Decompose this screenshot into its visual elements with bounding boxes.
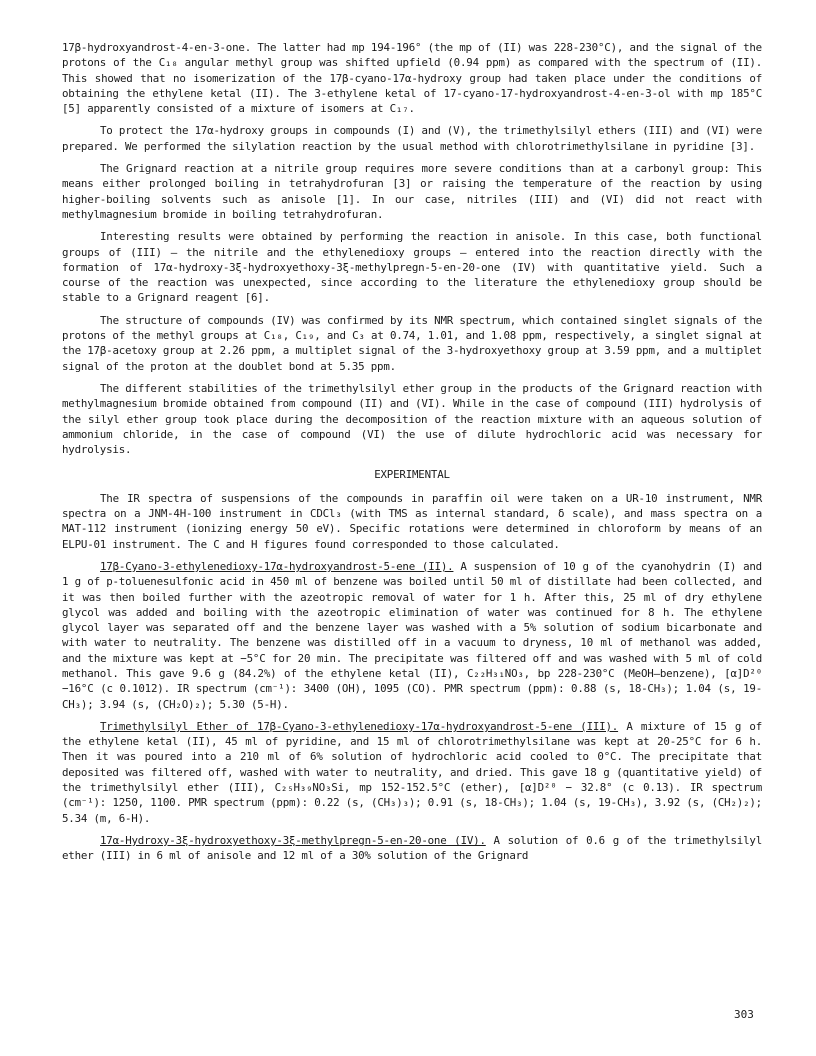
- paragraph: The structure of compounds (IV) was confirmed by its NMR spectrum, which contained singlet signals of the protons of the methyl groups at C₁₈, C₁₉, and C₃ at 0.74, 1.01, and 1.08 ppm, respectively, a singlet signal at the 17β-acetoxy group at 2.26 ppm, a multiplet signal of the 3-hydroxyethoxy group at 3.59 ppm, and a multiplet signal of the proton at the doublet bond at 5.35 ppm.: [62, 313, 762, 373]
- procedure-title: 17α-Hydroxy-3ξ-hydroxyethoxy-3ξ-methylpregn-5-en-20-one (IV).: [100, 833, 486, 847]
- section-heading: EXPERIMENTAL: [374, 468, 450, 482]
- paragraph: The Grignard reaction at a nitrile group requires more severe conditions than at a carbonyl group: This means either prolonged boiling in tetrahydrofuran [3] or raising the temperature of the reaction by using higher-boiling solvents such as anisole [1]. In our case, nitriles (III) and (VI) did not react with methylmagnesium bromide in boiling tetrahydrofuran.: [62, 162, 762, 221]
- procedure-paragraph: [62, 833, 762, 864]
- procedure-paragraph: [62, 559, 762, 712]
- procedure-body: A mixture of 15 g of the ethylene ketal (II), 45 ml of pyridine, and 15 ml of chlorotrimethylsilane was kept at 20-25°C for 6 h. Then it was poured into a 210 ml of 6% solution of hydrochloric acid cooled to 0°C. The precipitate that deposited was filtered off, washed with water to neutrality, and dried. This gave 18 g (quantitative yield) of the trimethylsilyl ether (III), C₂₅H₃₉NO₃Si, mp 152-152.5°C (ether), [α]D²⁰ − 32.8° (c 0.13). IR spectrum (cm⁻¹): 1250, 1100. PMR spectrum (ppm): 0.22 (s, (CH₃)₃); 0.91 (s, 18-CH₃); 1.04 (s, 19-CH₃), 3.92 (s, (CH₂)₂); 5.34 (m, 6-H).: [62, 719, 762, 825]
- procedure-paragraph: [62, 719, 762, 826]
- procedure-title: Trimethylsilyl Ether of 17β-Cyano-3-ethylenedioxy-17α-hydroxyandrost-5-ene (III).: [100, 719, 619, 733]
- page-number: 303: [734, 1008, 754, 1021]
- procedure-body: A solution of 0.6 g of the trimethylsilyl ether (III) in 6 ml of anisole and 12 ml of a 30% solution of the Grignard: [62, 833, 762, 863]
- procedure-title: 17β-Cyano-3-ethylenedioxy-17α-hydroxyandrost-5-ene (II).: [100, 559, 454, 573]
- procedure-body: A suspension of 10 g of the cyanohydrin (I) and 1 g of p-toluenesulfonic acid in 450 ml of benzene was boiled until 50 ml of distillate had been collected, and it was then boiled further with the azeotropic removal of water for 1 h. After this, 25 ml of dry ethylene glycol was added and boiling with the azeotropic elimination of water was continued for 8 h. The ethylene glycol layer was separated off and the benzene layer was washed with a 5% solution of sodium bicarbonate and with water to neutrality. The benzene was distilled off in a vacuum to dryness, 10 ml of methanol was added, and the mixture was kept at −5°C for 20 min. The precipitate was filtered off and was washed with 5 ml of cold methanol. This gave 9.6 g (84.2%) of the ethylene ketal (II), C₂₂H₃₁NO₃, bp 228-230°C (MeOH—benzene), [α]D²⁰ −16°C (c 0.1012). IR spectrum (cm⁻¹): 3400 (OH), 1095 (CO). PMR spectrum (ppm): 0.88 (s, 18-CH₃); 1.04 (s, 19-CH₃); 3.94 (s, (CH₂O)₂); 5.30 (5-H).: [62, 559, 762, 711]
- paragraph: Interesting results were obtained by performing the reaction in anisole. In this case, both functional groups of (III) — the nitrile and the ethylenedioxy groups — entered into the reaction directly with the formation of 17α-hydroxy-3ξ-hydroxyethoxy-3ξ-methylpregn-5-en-20-one (IV) with quantitative yield. Such a course of the reaction was unexpected, since according to the literature the ethylenedioxy group should be stable to a Grignard reagent [6].: [62, 230, 762, 305]
- experimental-intro: The IR spectra of suspensions of the compounds in paraffin oil were taken on a UR-10 instrument, NMR spectra on a JNM-4H-100 instrument in CDCl₃ (with TMS as internal standard, δ scale), and mass spectra on a MAT-112 instrument (ionizing energy 50 eV). Specific rotations were determined in chloroform by means of an ELPU-01 instrument. The C and H figures found corresponded to those calculated.: [62, 491, 762, 551]
- paragraph: 17β-hydroxyandrost-4-en-3-one. The latter had mp 194-196° (the mp of (II) was 228-230°C), and the signal of the protons of the C₁₈ angular methyl group was shifted upfield (0.94 ppm) as compared with the spectrum of (II). This showed that no isomerization of the 17β-cyano-17α-hydroxy group had taken place under the conditions of obtaining the ethylene ketal (II). The 3-ethylene ketal of 17-cyano-17-hydroxyandrost-4-en-3-ol with mp 185°C [5] apparently consisted of a mixture of isomers at C₁₇.: [62, 41, 762, 116]
- paragraph: To protect the 17α-hydroxy groups in compounds (I) and (V), the trimethylsilyl ethers (III) and (VI) were prepared. We performed the silylation reaction by the usual method with chlorotrimethylsilane in pyridine [3].: [62, 124, 762, 153]
- paragraph: The different stabilities of the trimethylsilyl ether group in the products of the Grignard reaction with methylmagnesium bromide obtained from compound (II) and (VI). While in the case of compound (III) hydrolysis of the silyl ether group took place during the decomposition of the reaction mixture with an aqueous solution of ammonium chloride, in the case of compound (VI) the use of dilute hydrochloric acid was necessary for hydrolysis.: [62, 381, 762, 457]
- body-text: [62, 40, 762, 871]
